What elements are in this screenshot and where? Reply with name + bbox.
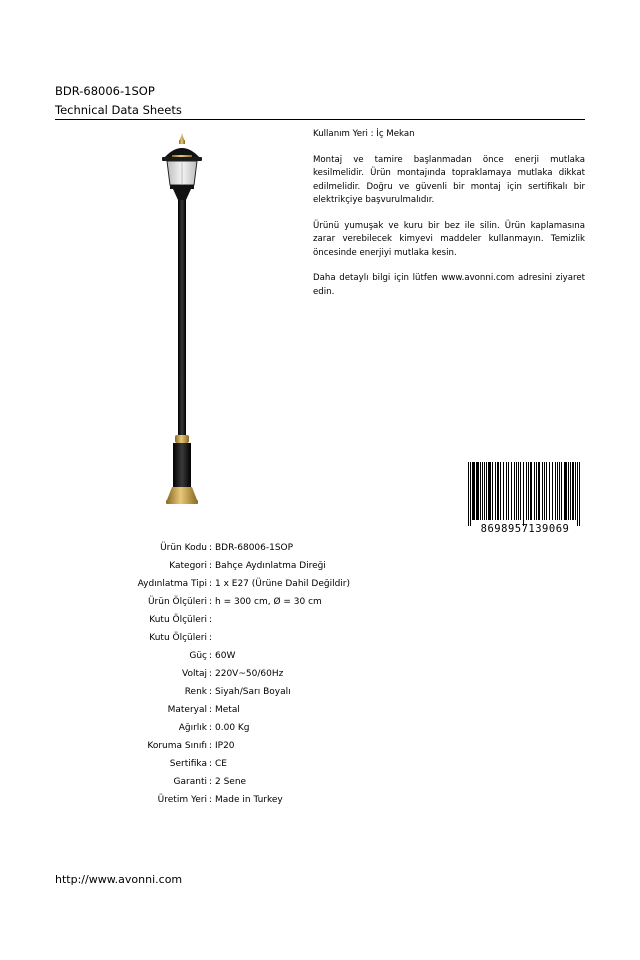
barcode-bar xyxy=(480,462,481,520)
barcode-bar xyxy=(476,462,479,520)
barcode-bar xyxy=(514,462,515,520)
cleaning-instructions: Ürünü yumuşak ve kuru bir bez ile silin. Ürün kaplamasına zarar verebilecek kimyevi maddeler kullanmayın. Temizlik öncesinde enerjiyi mutlaka kesin. xyxy=(313,220,585,258)
spec-value: IP20 xyxy=(215,741,235,751)
barcode-bar xyxy=(561,462,562,520)
spec-value: Made in Turkey xyxy=(215,795,283,805)
spec-row-lighting-type: Aydınlatma Tipi : 1 x E27 (Ürüne Dahil Değildir) xyxy=(137,579,350,589)
spec-row-origin: Üretim Yeri : Made in Turkey xyxy=(157,795,283,805)
barcode-bar xyxy=(503,462,504,520)
barcode-bar xyxy=(564,462,567,520)
footer-website-link[interactable]: http://www.avonni.com xyxy=(55,873,183,886)
barcode-bar xyxy=(511,462,512,520)
barcode-digits: 8698957139069 xyxy=(480,523,570,534)
barcode-bar xyxy=(508,462,509,520)
barcode-bar xyxy=(536,462,537,520)
spec-row-warranty: Garanti : 2 Sene xyxy=(173,777,247,787)
spec-row-material: Materyal : Metal xyxy=(167,705,240,715)
barcode-bar xyxy=(520,462,521,520)
spec-value: 60W xyxy=(215,651,236,661)
spec-value: 2 Sene xyxy=(215,777,247,787)
barcode-bar xyxy=(500,462,501,520)
barcode-bar xyxy=(552,462,553,520)
spec-row-protection-class: Koruma Sınıfı : IP20 xyxy=(147,741,235,751)
barcode-bar xyxy=(484,462,485,520)
barcode-bar xyxy=(486,462,487,520)
barcode-bar xyxy=(549,462,550,520)
spec-value: BDR-68006-1SOP xyxy=(215,543,294,553)
info-text-block xyxy=(313,128,585,311)
spec-label: Ürün Kodu xyxy=(160,543,207,553)
spec-value: Metal xyxy=(215,705,240,715)
spec-label: Materyal xyxy=(167,705,207,715)
lamp-post-image xyxy=(150,130,214,510)
spec-row-category: Kategori : Bahçe Aydınlatma Direği xyxy=(169,561,326,571)
spec-label: Kutu Ölçüleri xyxy=(149,633,207,643)
spec-label: Renk xyxy=(184,687,207,697)
barcode-bar xyxy=(555,462,556,520)
barcode-bar xyxy=(538,462,540,520)
spec-label: Koruma Sınıfı xyxy=(147,741,207,751)
spec-label: Voltaj xyxy=(181,669,207,679)
barcode-bar xyxy=(497,462,499,520)
barcode-bar xyxy=(482,462,483,520)
barcode-bar xyxy=(472,462,475,520)
spec-row-product-dimensions: Ürün Ölçüleri : h = 300 cm, Ø = 30 cm xyxy=(147,597,322,607)
barcode-bar xyxy=(542,462,543,520)
barcode-bar xyxy=(577,462,578,526)
barcode-bar xyxy=(546,462,547,520)
barcode-bar xyxy=(470,462,471,526)
spec-label: Garanti xyxy=(173,777,207,787)
barcode-bar xyxy=(568,462,569,520)
spec-value: 0.00 Kg xyxy=(215,723,250,733)
spec-value: 220V~50/60Hz xyxy=(215,669,284,679)
spec-label: Üretim Yeri xyxy=(157,795,207,805)
document-subtitle: Technical Data Sheets xyxy=(55,103,182,117)
spec-label: Sertifika xyxy=(169,759,207,769)
spec-label: Ağırlık xyxy=(178,723,207,733)
spec-row-weight: Ağırlık : 0.00 Kg xyxy=(178,723,250,733)
barcode xyxy=(466,462,584,534)
spec-row-power: Güç : 60W xyxy=(189,651,236,661)
barcode-bar xyxy=(579,462,580,526)
barcode-bar xyxy=(518,462,519,520)
spec-row-box-dimensions: Kutu Ölçüleri : xyxy=(149,615,213,625)
barcode-bar xyxy=(559,462,560,520)
barcode-bar xyxy=(530,462,532,520)
usage-location: Kullanım Yeri : İç Mekan xyxy=(313,129,415,139)
spec-label: Aydınlatma Tipi xyxy=(137,579,207,589)
spec-row-certificate: Sertifika : CE xyxy=(169,759,227,769)
barcode-bar xyxy=(488,462,491,520)
barcode-bar xyxy=(544,462,545,520)
header-divider xyxy=(55,119,585,120)
barcode-bar xyxy=(528,462,529,520)
spec-label: Kutu Ölçüleri xyxy=(149,615,207,625)
barcode-bar xyxy=(534,462,535,520)
barcode-bar xyxy=(495,462,496,520)
spec-label: Kategori xyxy=(169,561,207,571)
barcode-bar xyxy=(557,462,558,520)
spec-value: CE xyxy=(215,759,227,769)
barcode-bar xyxy=(526,462,527,520)
barcode-bar xyxy=(468,462,469,526)
website-note: Daha detaylı bilgi için lütfen www.avonni.com adresini ziyaret edin. xyxy=(313,273,585,297)
barcode-bar xyxy=(572,462,574,520)
spec-label: Güç xyxy=(189,651,207,661)
spec-value: Siyah/Sarı Boyalı xyxy=(215,687,291,697)
barcode-bar xyxy=(516,462,517,520)
spec-row-product-code: Ürün Kodu : BDR-68006-1SOP xyxy=(160,543,294,553)
product-code-heading: BDR-68006-1SOP xyxy=(55,84,155,98)
spec-value: h = 300 cm, Ø = 30 cm xyxy=(215,597,322,607)
barcode-bar xyxy=(523,462,524,526)
barcode-bar xyxy=(575,462,576,520)
barcode-bar xyxy=(492,462,493,520)
spec-row-voltage: Voltaj : 220V~50/60Hz xyxy=(181,669,284,679)
installation-warning: Montaj ve tamire başlanmadan önce enerji mutlaka kesilmelidir. Ürün montajında topraklamaya mutlaka dikkat edilmelidir. Doğru ve güvenli bir montaj için sertifikalı bir elektrikçiye başvurulmalıdır. xyxy=(313,154,585,205)
barcode-bar xyxy=(570,462,571,520)
spec-row-color: Renk : Siyah/Sarı Boyalı xyxy=(184,687,291,697)
spec-value: Bahçe Aydınlatma Direği xyxy=(215,561,326,571)
spec-label: Ürün Ölçüleri xyxy=(147,597,207,607)
spec-value: 1 x E27 (Ürüne Dahil Değildir) xyxy=(215,579,350,589)
barcode-bar xyxy=(506,462,507,520)
spec-row-box-dimensions-2: Kutu Ölçüleri : xyxy=(149,633,213,643)
